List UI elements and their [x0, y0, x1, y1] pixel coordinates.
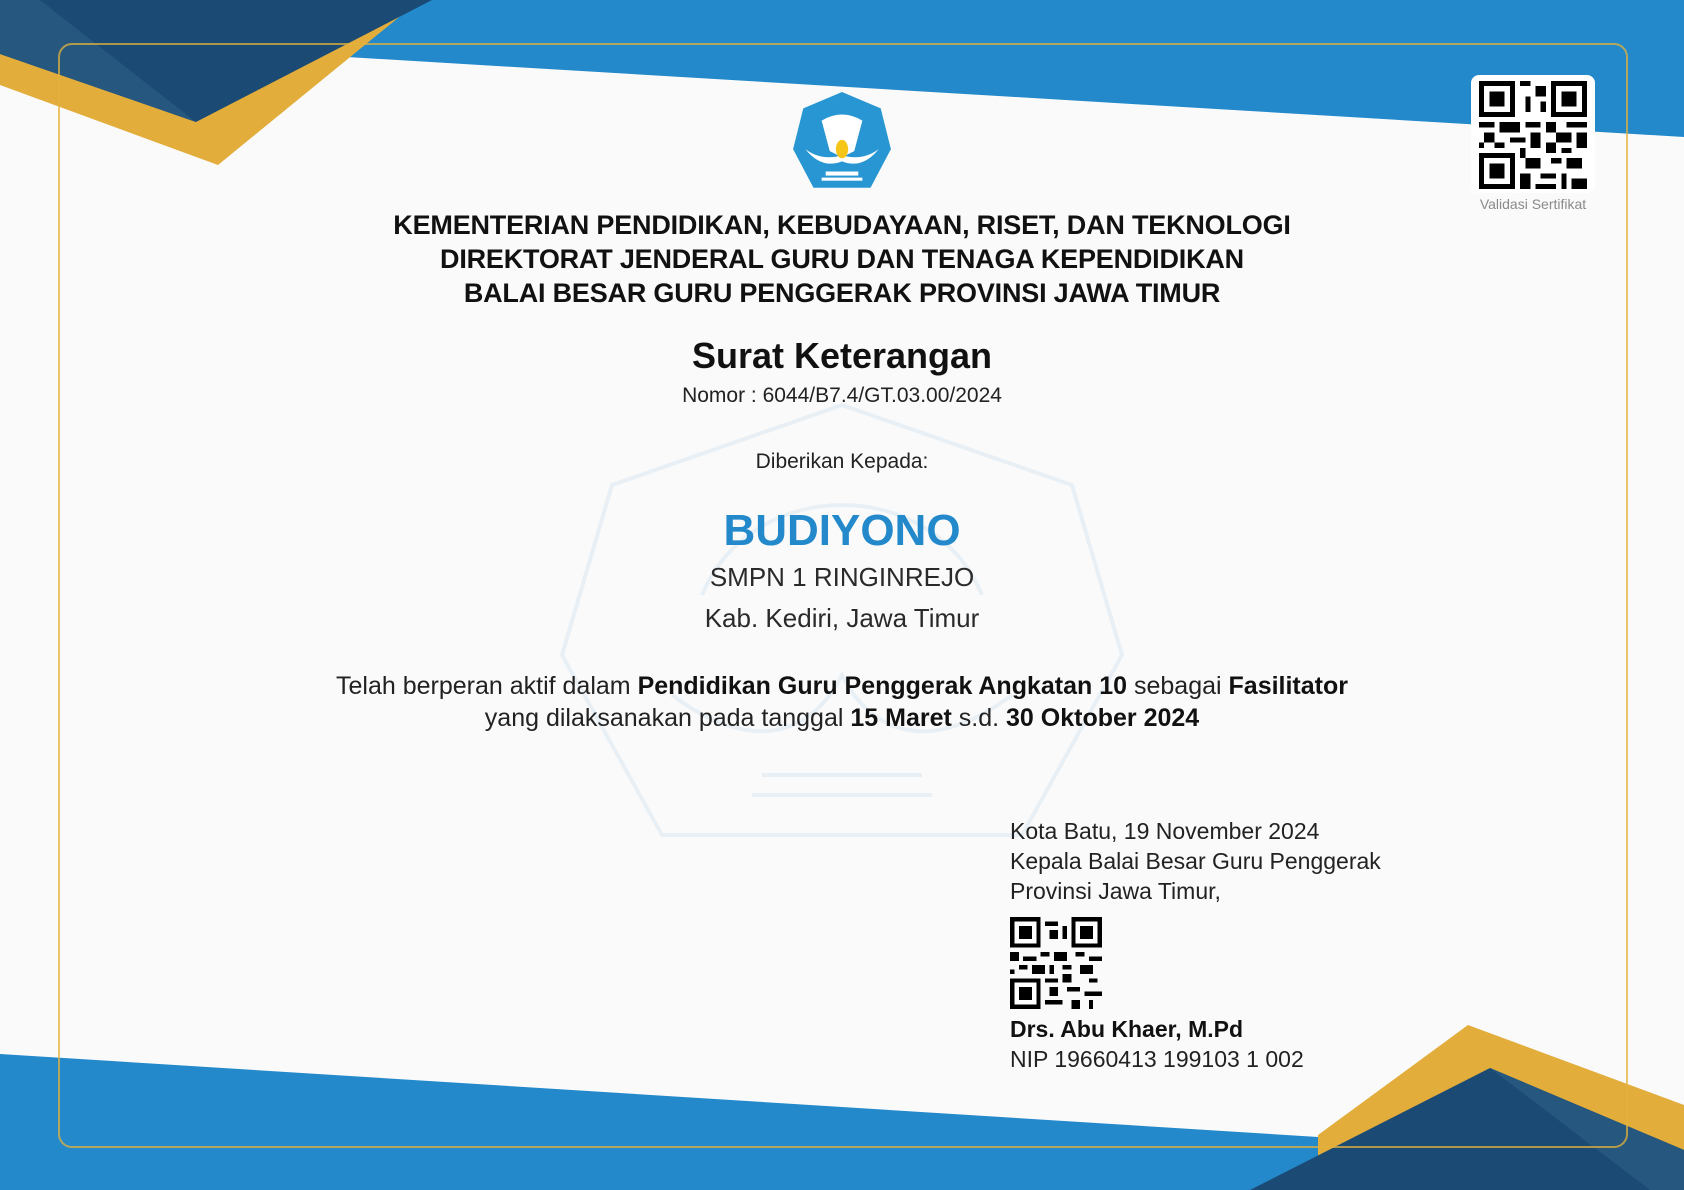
- statement-line-2: [0, 702, 1684, 734]
- given-to-label: Diberikan Kepada:: [755, 450, 929, 473]
- start-date: 15 Maret: [850, 704, 952, 732]
- role-name: Fasilitator: [1228, 672, 1348, 700]
- signer-nip: NIP 19660413 199103 1 002: [1010, 1046, 1304, 1072]
- statement-text: Telah berperan aktif dalam: [336, 672, 638, 700]
- qr-code-icon: [1479, 81, 1587, 189]
- kemendikbud-logo-icon: [791, 90, 893, 198]
- statement-text: yang dilaksanakan pada tanggal: [484, 704, 851, 732]
- place-date: Kota Batu, 19 November 2024: [1010, 818, 1320, 844]
- end-date: 30 Oktober 2024: [1006, 704, 1200, 732]
- recipient-school: SMPN 1 RINGINREJO: [709, 562, 975, 592]
- document-number: Nomor : 6044/B7.4/GT.03.00/2024: [682, 384, 1002, 407]
- statement-line-1: [0, 670, 1684, 702]
- document-title: Surat Keterangan: [691, 335, 993, 376]
- office-name: BALAI BESAR GURU PENGGERAK PROVINSI JAWA TIMUR: [463, 278, 1221, 308]
- statement-text: sebagai: [1127, 672, 1229, 700]
- recipient-region: Kab. Kediri, Jawa Timur: [704, 603, 980, 633]
- recipient-name: BUDIYONO: [723, 506, 961, 555]
- institution-header: [0, 208, 1684, 310]
- ministry-name: KEMENTERIAN PENDIDIKAN, KEBUDAYAAN, RISET, DAN TEKNOLOGI: [393, 210, 1291, 240]
- validation-qr-code[interactable]: [1471, 75, 1595, 193]
- signer-position-line2: Provinsi Jawa Timur,: [1010, 878, 1221, 904]
- program-name: Pendidikan Guru Penggerak Angkatan 10: [637, 672, 1128, 700]
- signature-qr-code-icon[interactable]: [1010, 917, 1102, 1009]
- validation-label: Validasi Sertifikat: [1479, 196, 1587, 212]
- signer-name: Drs. Abu Khaer, M.Pd: [1010, 1016, 1244, 1042]
- signature-block: [1010, 816, 1381, 906]
- statement-text: s.d.: [951, 704, 1007, 732]
- directorate-name: DIREKTORAT JENDERAL GURU DAN TENAGA KEPENDIDIKAN: [440, 244, 1244, 274]
- signer-position-line1: Kepala Balai Besar Guru Penggerak: [1010, 848, 1381, 874]
- statement-paragraph: [0, 670, 1684, 734]
